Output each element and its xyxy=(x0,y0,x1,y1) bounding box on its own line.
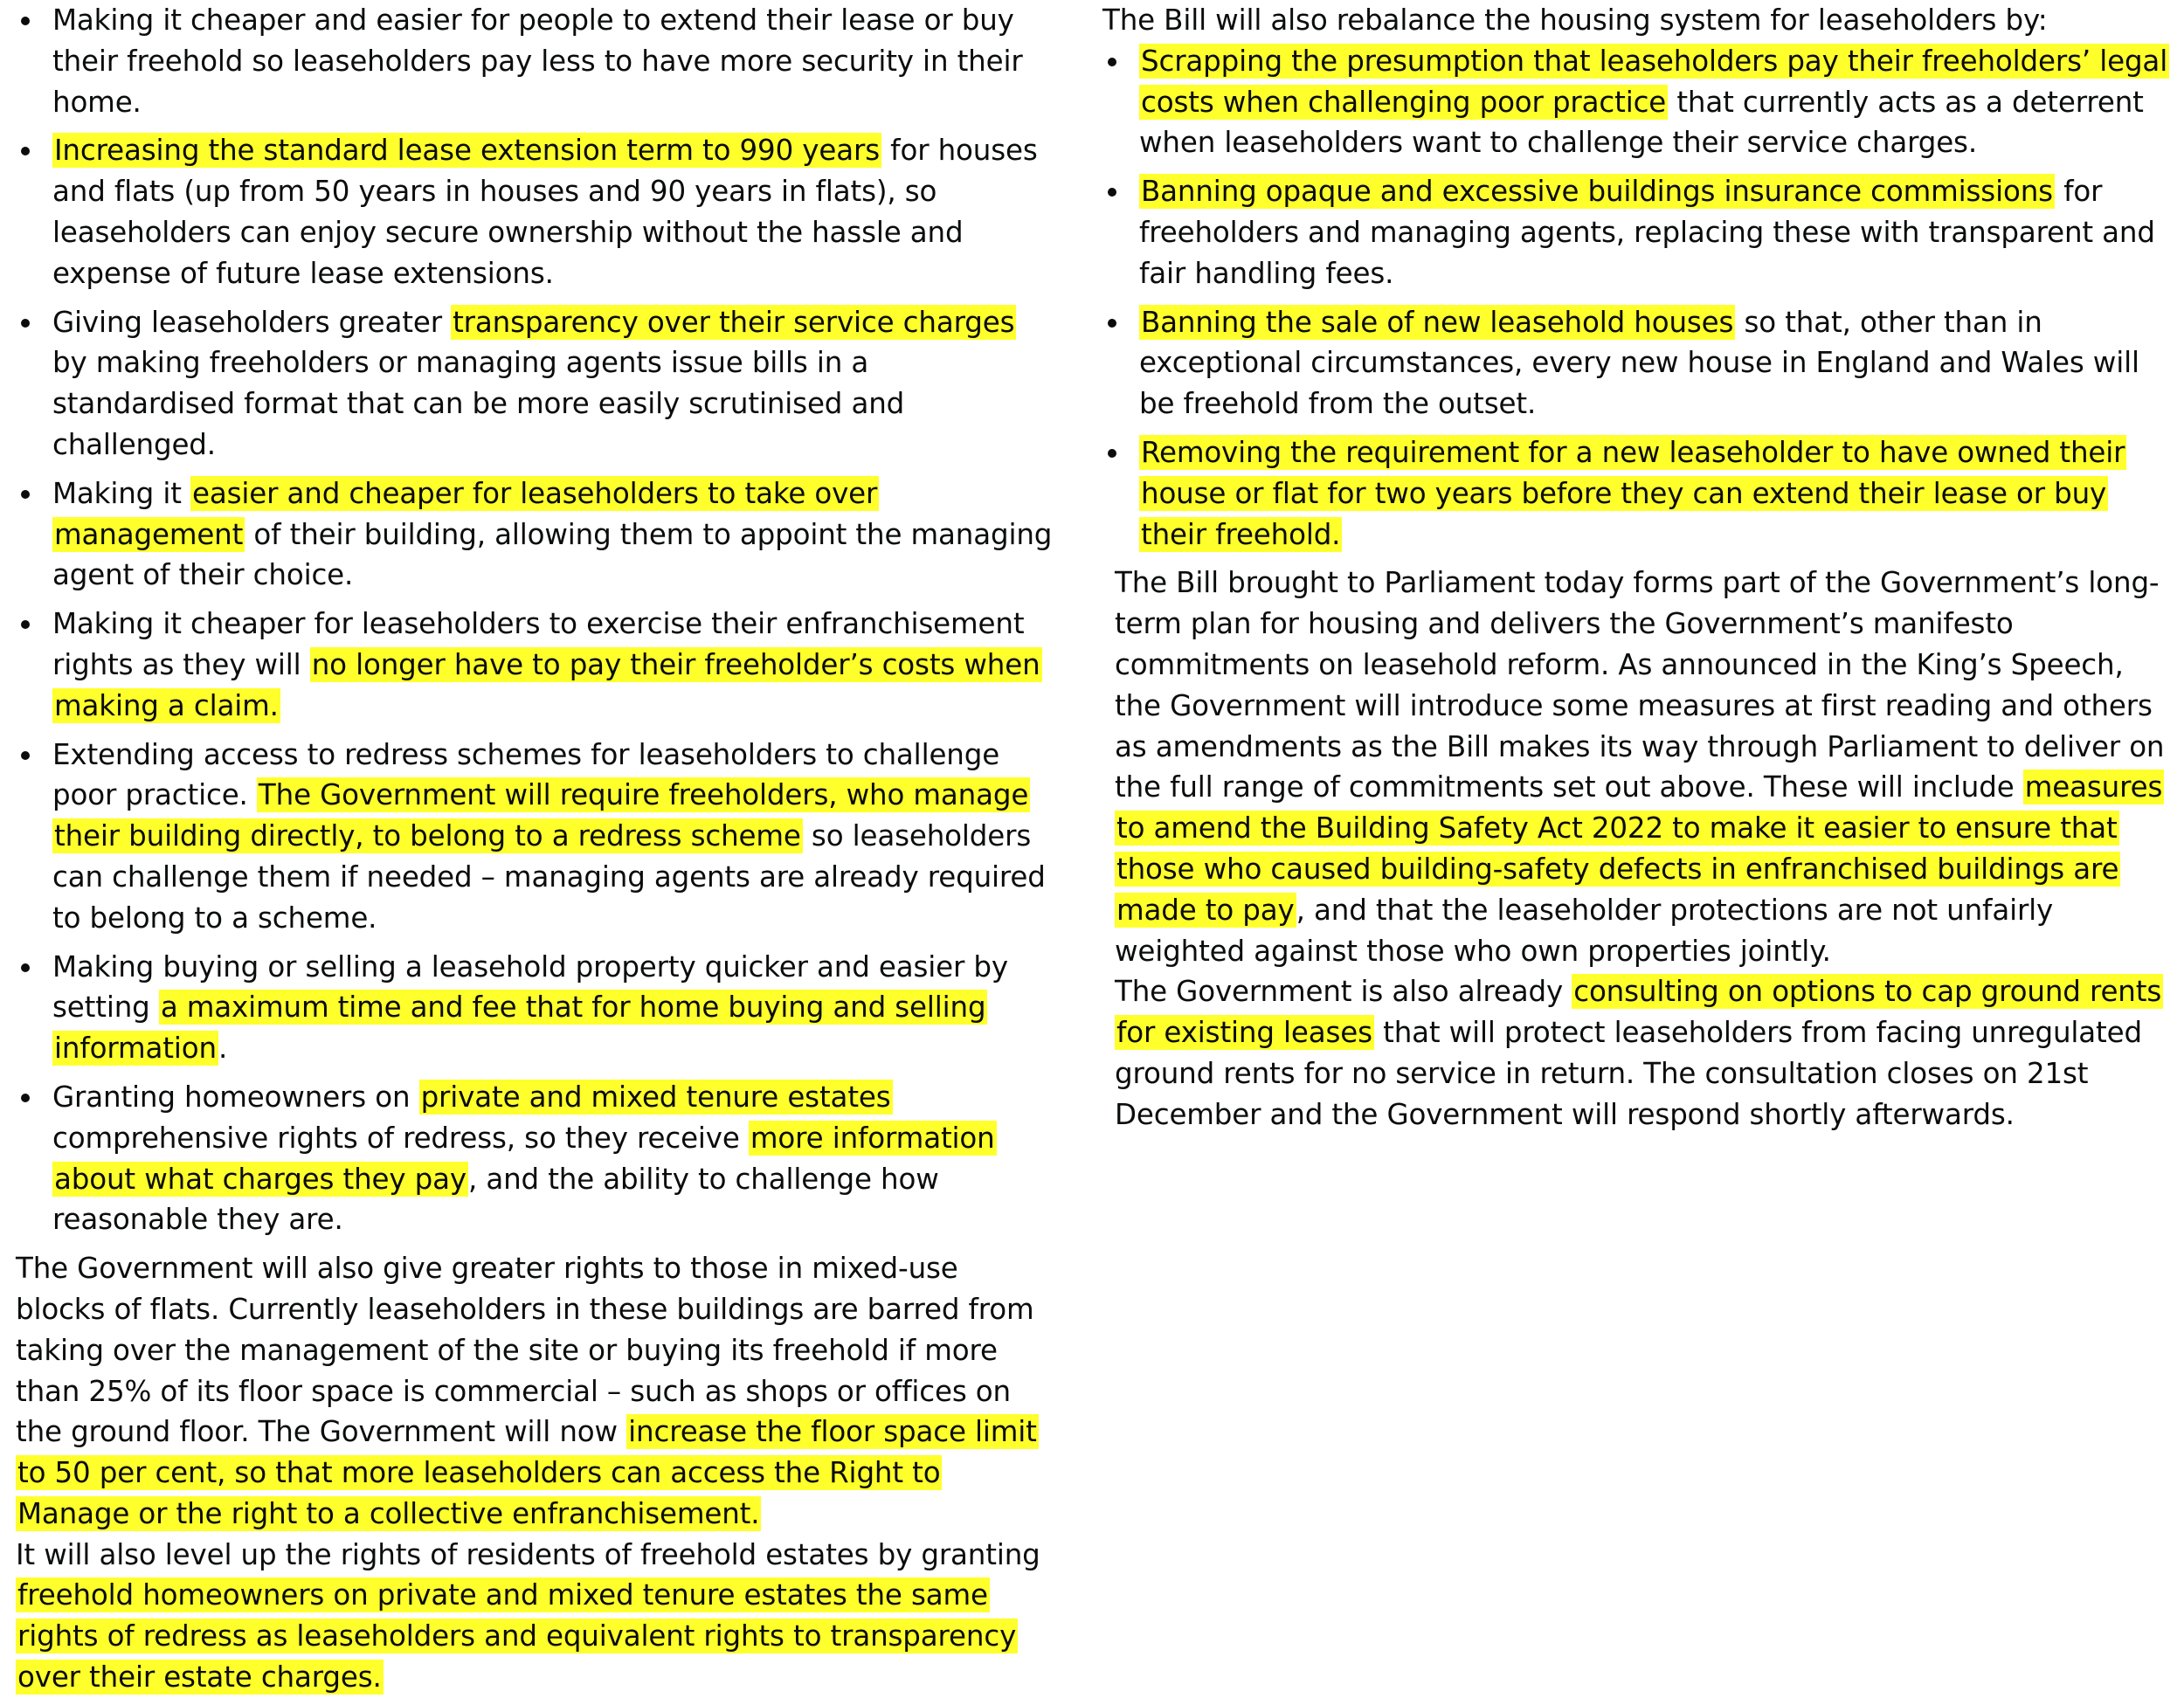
list-item xyxy=(1102,41,2170,163)
text-segment: Making it cheaper and easier for people to extend their lease or buy their freehold so leaseholders pay less to have more security in their home. xyxy=(52,3,1023,119)
text-segment: . xyxy=(218,1032,228,1066)
highlighted-text: increase the floor space limit to 50 per cent, so that more leaseholders can access the Right to Manage or the right to a collective enfranchisement. xyxy=(17,1415,1037,1530)
text-segment: The Government will also give greater rights to those in mixed-use blocks of flats. Currently leaseholders in these buildings are barred from taking over the management of the site or buying its freehold if more than 25% of its floor space is commercial – such as shops or offices on the ground floor. The Government will now xyxy=(16,1252,1034,1449)
right-column xyxy=(1102,0,2170,1135)
highlighted-text: Increasing the standard lease extension term to 990 years xyxy=(54,134,880,168)
highlighted-text: Banning the sale of new leasehold houses xyxy=(1141,305,1734,339)
text-segment: by making freeholders or managing agents issue bills in a standardised format that can be more easily scrutinised and challenged. xyxy=(52,346,905,461)
paragraph-freehold-estates xyxy=(16,1535,1055,1698)
text-segment: Extending access to redress schemes for leaseholders to challenge poor practice. xyxy=(52,737,1000,812)
text-segment: The Bill brought to Parliament today forms part of the Government’s long-term plan for housing and delivers the Government’s manifesto commitments on leasehold reform. As announced in the King’s Speech, the Government will introduce some measures at first reading and others as amendments as the Bill makes its way through Parliament to deliver on the full range of commitments set out above. These will include xyxy=(1115,566,2165,804)
paragraph-ground-rents xyxy=(1102,971,2170,1135)
list-item xyxy=(16,302,1055,466)
highlighted-text: measures to amend the Building Safety Act 2022 to make it easier to ensure that those who caused building-safety defects in enfranchised buildings are made to pay xyxy=(1116,770,2163,927)
text-segment: that will protect leaseholders from facing unregulated ground rents for no service in return. The consultation closes on 21st December and the Government will respond shortly afterwards. xyxy=(1115,1016,2142,1131)
list-item xyxy=(1102,171,2170,293)
text-segment: , and the ability to challenge how reasonable they are. xyxy=(52,1162,939,1237)
text-segment: of their building, allowing them to appoint the managing agent of their choice. xyxy=(52,517,1053,592)
text-segment: comprehensive rights of redress, so they receive xyxy=(52,1121,749,1155)
text-segment: Granting homeowners on xyxy=(52,1080,419,1114)
text-segment: Giving leaseholders greater xyxy=(52,305,452,339)
highlighted-text: consulting on options to cap ground rents for existing leases xyxy=(1116,975,2162,1050)
text-segment: that currently acts as a deterrent when leaseholders want to challenge their service charges. xyxy=(1139,85,2144,160)
right-bullet-list xyxy=(1102,41,2170,556)
text-segment: for freeholders and managing agents, replacing these with transparent and fair handling fees. xyxy=(1139,175,2155,290)
list-item xyxy=(16,947,1055,1069)
highlighted-text: Banning opaque and excessive buildings insurance commissions xyxy=(1141,175,2053,209)
left-bullet-list xyxy=(16,0,1055,1240)
text-segment: Making buying or selling a leasehold property quicker and easier by setting xyxy=(52,949,1008,1025)
list-item xyxy=(16,130,1055,293)
highlighted-text: private and mixed tenure estates xyxy=(420,1080,891,1114)
list-item xyxy=(16,604,1055,726)
text-segment: It will also level up the rights of residents of freehold estates by granting xyxy=(16,1537,1040,1571)
highlighted-text: Scrapping the presumption that leaseholders pay their freeholders’ legal costs when challenging poor practice xyxy=(1141,44,2168,119)
text-segment: Making it cheaper for leaseholders to exercise their enfranchisement rights as they will xyxy=(52,607,1025,681)
list-item xyxy=(16,0,1055,122)
highlighted-text: a maximum time and fee that for home buying and selling information xyxy=(54,990,986,1066)
text-segment: , and that the leaseholder protections are not unfairly weighted against those who own properties jointly. xyxy=(1115,893,2054,968)
list-item xyxy=(16,1077,1055,1240)
left-column xyxy=(16,0,1055,1698)
text-segment: so leaseholders can challenge them if needed – managing agents are already required to belong to a scheme. xyxy=(52,819,1046,935)
text-segment: so that, other than in exceptional circumstances, every new house in England and Wales will be freehold from the outset. xyxy=(1139,305,2139,421)
highlighted-text: The Government will require freeholders, who manage their building directly, to belong to a redress scheme xyxy=(54,778,1029,853)
paragraph-mixed-use xyxy=(16,1248,1055,1535)
highlighted-text: freehold homeowners on private and mixed tenure estates the same rights of redress as leaseholders and equivalent rights to transparency over their estate charges. xyxy=(17,1578,1017,1695)
text-segment: for houses and flats (up from 50 years in houses and 90 years in flats), so leaseholders can enjoy secure ownership without the hassle and expense of future lease extensions. xyxy=(52,134,1038,290)
list-item xyxy=(1102,302,2170,424)
highlighted-text: no longer have to pay their freeholder’s costs when making a claim. xyxy=(54,647,1040,722)
highlighted-text: Removing the requirement for a new leaseholder to have owned their house or flat for two years before they can extend their lease or buy their freehold. xyxy=(1141,435,2125,551)
paragraph-bill-parliament xyxy=(1102,563,2170,971)
text-segment: The Government is also already xyxy=(1115,975,1572,1009)
list-item xyxy=(16,473,1055,596)
text-segment: Making it xyxy=(52,476,190,510)
highlighted-text: easier and cheaper for leaseholders to take over management xyxy=(54,476,878,551)
intro-text: The Bill will also rebalance the housing system for leaseholders by: xyxy=(1102,3,2048,37)
highlighted-text: more information about what charges they pay xyxy=(54,1121,995,1196)
list-item xyxy=(1102,432,2170,555)
list-item xyxy=(16,735,1055,939)
highlighted-text: transparency over their service charges xyxy=(453,305,1015,339)
